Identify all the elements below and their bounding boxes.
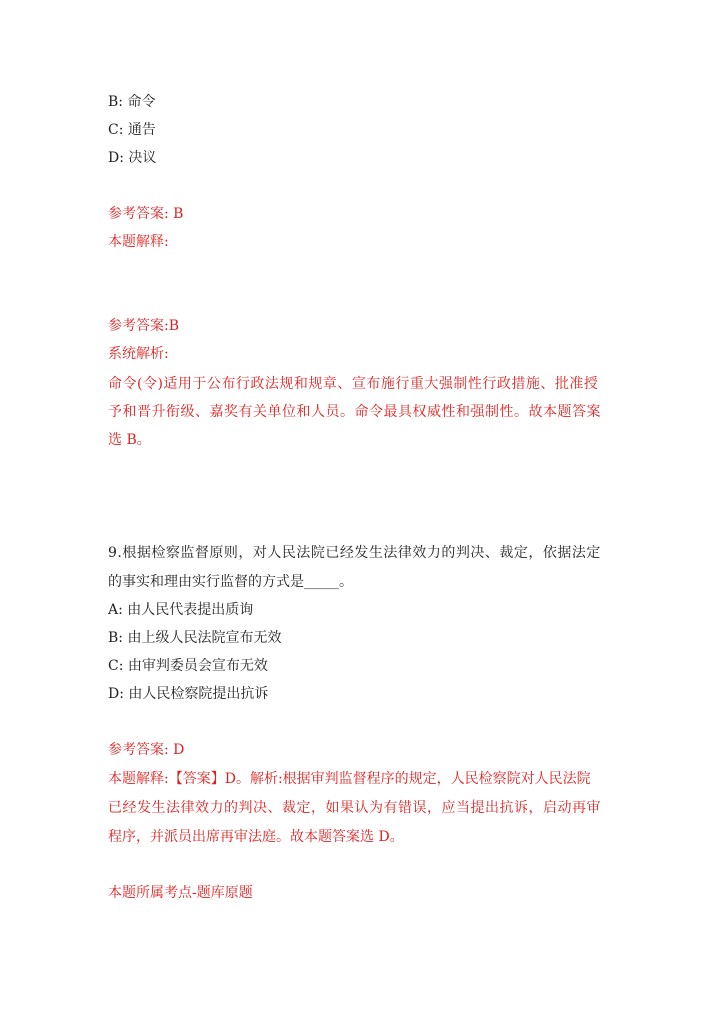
q9-explain-line-3: 程序，并派员出席再审法庭。故本题答案选 D。 — [108, 829, 404, 845]
q9-option-d: D: 由人民检察院提出抗诉 — [108, 686, 269, 702]
q9-source-tag: 本题所属考点-题库原题 — [108, 885, 253, 901]
q9-explain-line-2: 已经发生法律效力的判决、裁定，如果认为有错误，应当提出抗诉，启动再审 — [108, 800, 601, 816]
q9-question-line-1: 9.根据检察监督原则，对人民法院已经发生法律效力的判决、裁定，依据法定 — [108, 545, 601, 561]
q9-answer: 参考答案: D — [108, 742, 185, 758]
q8-option-d: D: 决议 — [108, 150, 157, 166]
q8-option-b: B: 命令 — [108, 94, 156, 110]
q8-answer: 参考答案: B — [108, 206, 184, 222]
q9-question-line-2: 的事实和理由实行监督的方式是_____。 — [108, 574, 353, 590]
q8-explain-label: 本题解释: — [108, 234, 169, 250]
q9-option-b: B: 由上级人民法院宣布无效 — [108, 630, 282, 646]
q8-analysis-line-1: 命令(令)适用于公布行政法规和规章、宣布施行重大强制性行政措施、批准授 — [108, 376, 599, 392]
q9-option-c: C: 由审判委员会宣布无效 — [108, 658, 268, 674]
q8-system-analysis-label: 系统解析: — [108, 346, 169, 362]
q9-explain-line-1: 本题解释:【答案】D。解析:根据审判监督程序的规定，人民检察院对人民法院 — [108, 771, 591, 787]
q8-analysis-line-2: 予和晋升衔级、嘉奖有关单位和人员。命令最具权威性和强制性。故本题答案 — [108, 404, 601, 420]
q8-answer-repeat: 参考答案:B — [108, 318, 180, 334]
q9-option-a: A: 由人民代表提出质询 — [108, 602, 254, 618]
q8-analysis-line-3: 选 B。 — [108, 432, 151, 448]
q8-option-c: C: 通告 — [108, 122, 156, 138]
